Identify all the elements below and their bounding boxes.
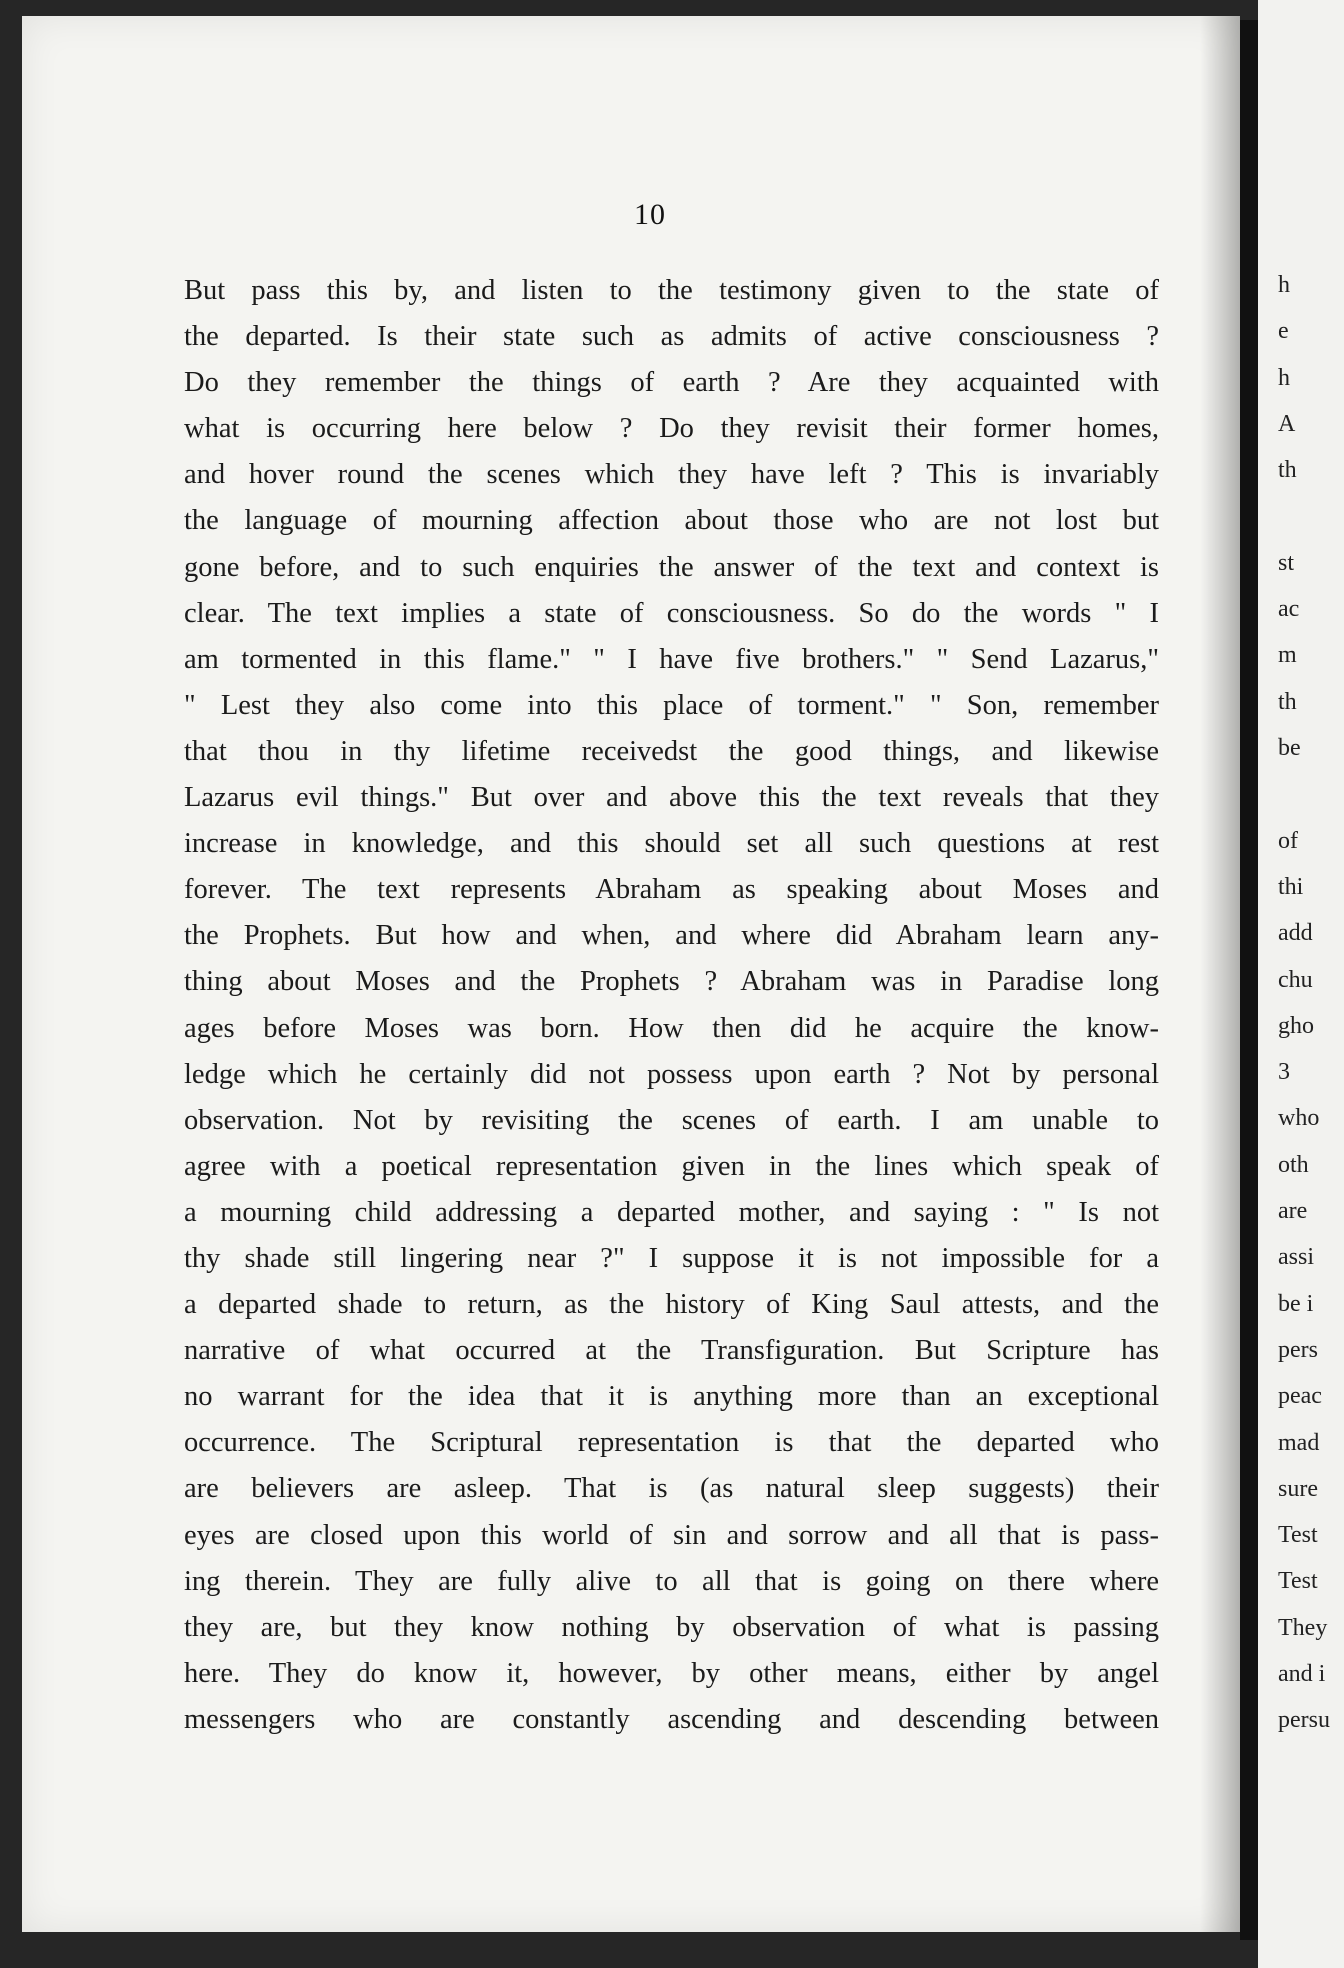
text-line: ages before Moses was born. How then did he acquire the know- [184,1012,1159,1044]
text-line: are believers are asleep. That is (as natural sleep suggests) their [184,1473,1159,1505]
facing-page-fragment: chu [1278,966,1313,993]
facing-page-fragment: Test [1278,1522,1318,1549]
text-line: here. They do know it, however, by other means, either by angel [184,1657,1159,1689]
text-line: that thou in thy lifetime receivedst the good things, and likewise [184,735,1159,767]
body-text [184,268,1159,1743]
facing-page-fragment: be i [1278,1290,1314,1317]
text-line: and hover round the scenes which they have left ? This is invariably [184,459,1159,491]
facing-page-fragment: of [1278,827,1298,854]
facing-page-fragment: They [1278,1614,1328,1641]
text-line: what is occurring here below ? Do they revisit their former homes, [184,413,1159,445]
facing-page-fragment: thi [1278,873,1304,900]
facing-page-fragment: assi [1278,1244,1314,1271]
facing-page-fragment: th [1278,688,1297,715]
text-line: they are, but they know nothing by observation of what is passing [184,1611,1159,1643]
facing-page-fragment: Test [1278,1568,1318,1595]
text-line: the departed. Is their state such as admits of active consciousness ? [184,321,1159,353]
facing-page-fragment: A [1278,410,1296,437]
book-spine [1240,20,1258,1940]
text-line: thing about Moses and the Prophets ? Abraham was in Paradise long [184,966,1159,998]
facing-page-fragment: add [1278,920,1313,947]
facing-page-fragment: pers [1278,1336,1318,1363]
facing-page-fragment: be [1278,735,1301,761]
text-line: eyes are closed upon this world of sin and sorrow and all that is pass- [184,1519,1159,1551]
text-line: thy shade still lingering near ?" I suppose it is not impossible for a [184,1242,1159,1274]
text-line: narrative of what occurred at the Transfiguration. But Scripture has [184,1335,1159,1367]
text-line: am tormented in this flame." " I have five brothers." " Send Lazarus," [184,643,1159,675]
text-line: clear. The text implies a state of consciousness. So do the words " I [184,597,1159,629]
facing-page-fragment: and i [1278,1661,1326,1687]
page-number: 10 [634,198,666,231]
text-line: no warrant for the idea that it is anything more than an exceptional [184,1381,1159,1413]
text-line: But pass this by, and listen to the testimony given to the state of [184,275,1159,306]
text-line: ledge which he certainly did not possess upon earth ? Not by personal [184,1058,1159,1090]
facing-page-fragment: th [1278,457,1297,484]
text-line: " Lest they also come into this place of torment." " Son, remember [184,689,1159,721]
facing-page-fragment: gho [1278,1012,1314,1039]
text-line: the Prophets. But how and when, and where did Abraham learn any- [184,920,1159,952]
text-line: ing therein. They are fully alive to all that is going on there where [184,1565,1159,1597]
facing-page-fragment: are [1278,1198,1308,1224]
text-line: agree with a poetical representation given in the lines which speak of [184,1150,1159,1182]
text-line: messengers who are constantly ascending and descending between [184,1703,1159,1735]
text-line: occurrence. The Scriptural representation is that the departed who [184,1427,1159,1459]
facing-page-fragment: h [1278,364,1290,391]
facing-page-fragment: who [1278,1105,1320,1132]
facing-page-fragment: e [1278,318,1289,345]
facing-page-fragment: sure [1278,1475,1318,1502]
text-line: the language of mourning affection about those who are not lost but [184,505,1159,537]
text-line: increase in knowledge, and this should set all such questions at rest [184,828,1159,860]
facing-page-fragment: 3 [1278,1059,1290,1086]
facing-page-fragment: oth [1278,1151,1309,1178]
text-line: Do they remember the things of earth ? Are they acquainted with [184,367,1159,399]
facing-page-fragment: h [1278,272,1290,298]
facing-page-fragment: m [1278,642,1297,669]
text-line: Lazarus evil things." But over and above this the text reveals that they [184,782,1159,814]
text-line: forever. The text represents Abraham as speaking about Moses and [184,874,1159,906]
text-line: a departed shade to return, as the history of King Saul attests, and the [184,1289,1159,1321]
facing-page-fragment: mad [1278,1429,1320,1456]
page-gutter-shadow [1200,16,1240,1932]
text-line: gone before, and to such enquiries the answer of the text and context is [184,551,1159,583]
facing-page-fragment: peac [1278,1383,1322,1410]
facing-page-fragment: ac [1278,596,1300,623]
facing-page-fragment: persu [1278,1707,1330,1734]
text-line: observation. Not by revisiting the scenes of earth. I am unable to [184,1104,1159,1136]
facing-page-fragment: st [1278,549,1295,576]
text-line: a mourning child addressing a departed mother, and saying : " Is not [184,1196,1159,1228]
